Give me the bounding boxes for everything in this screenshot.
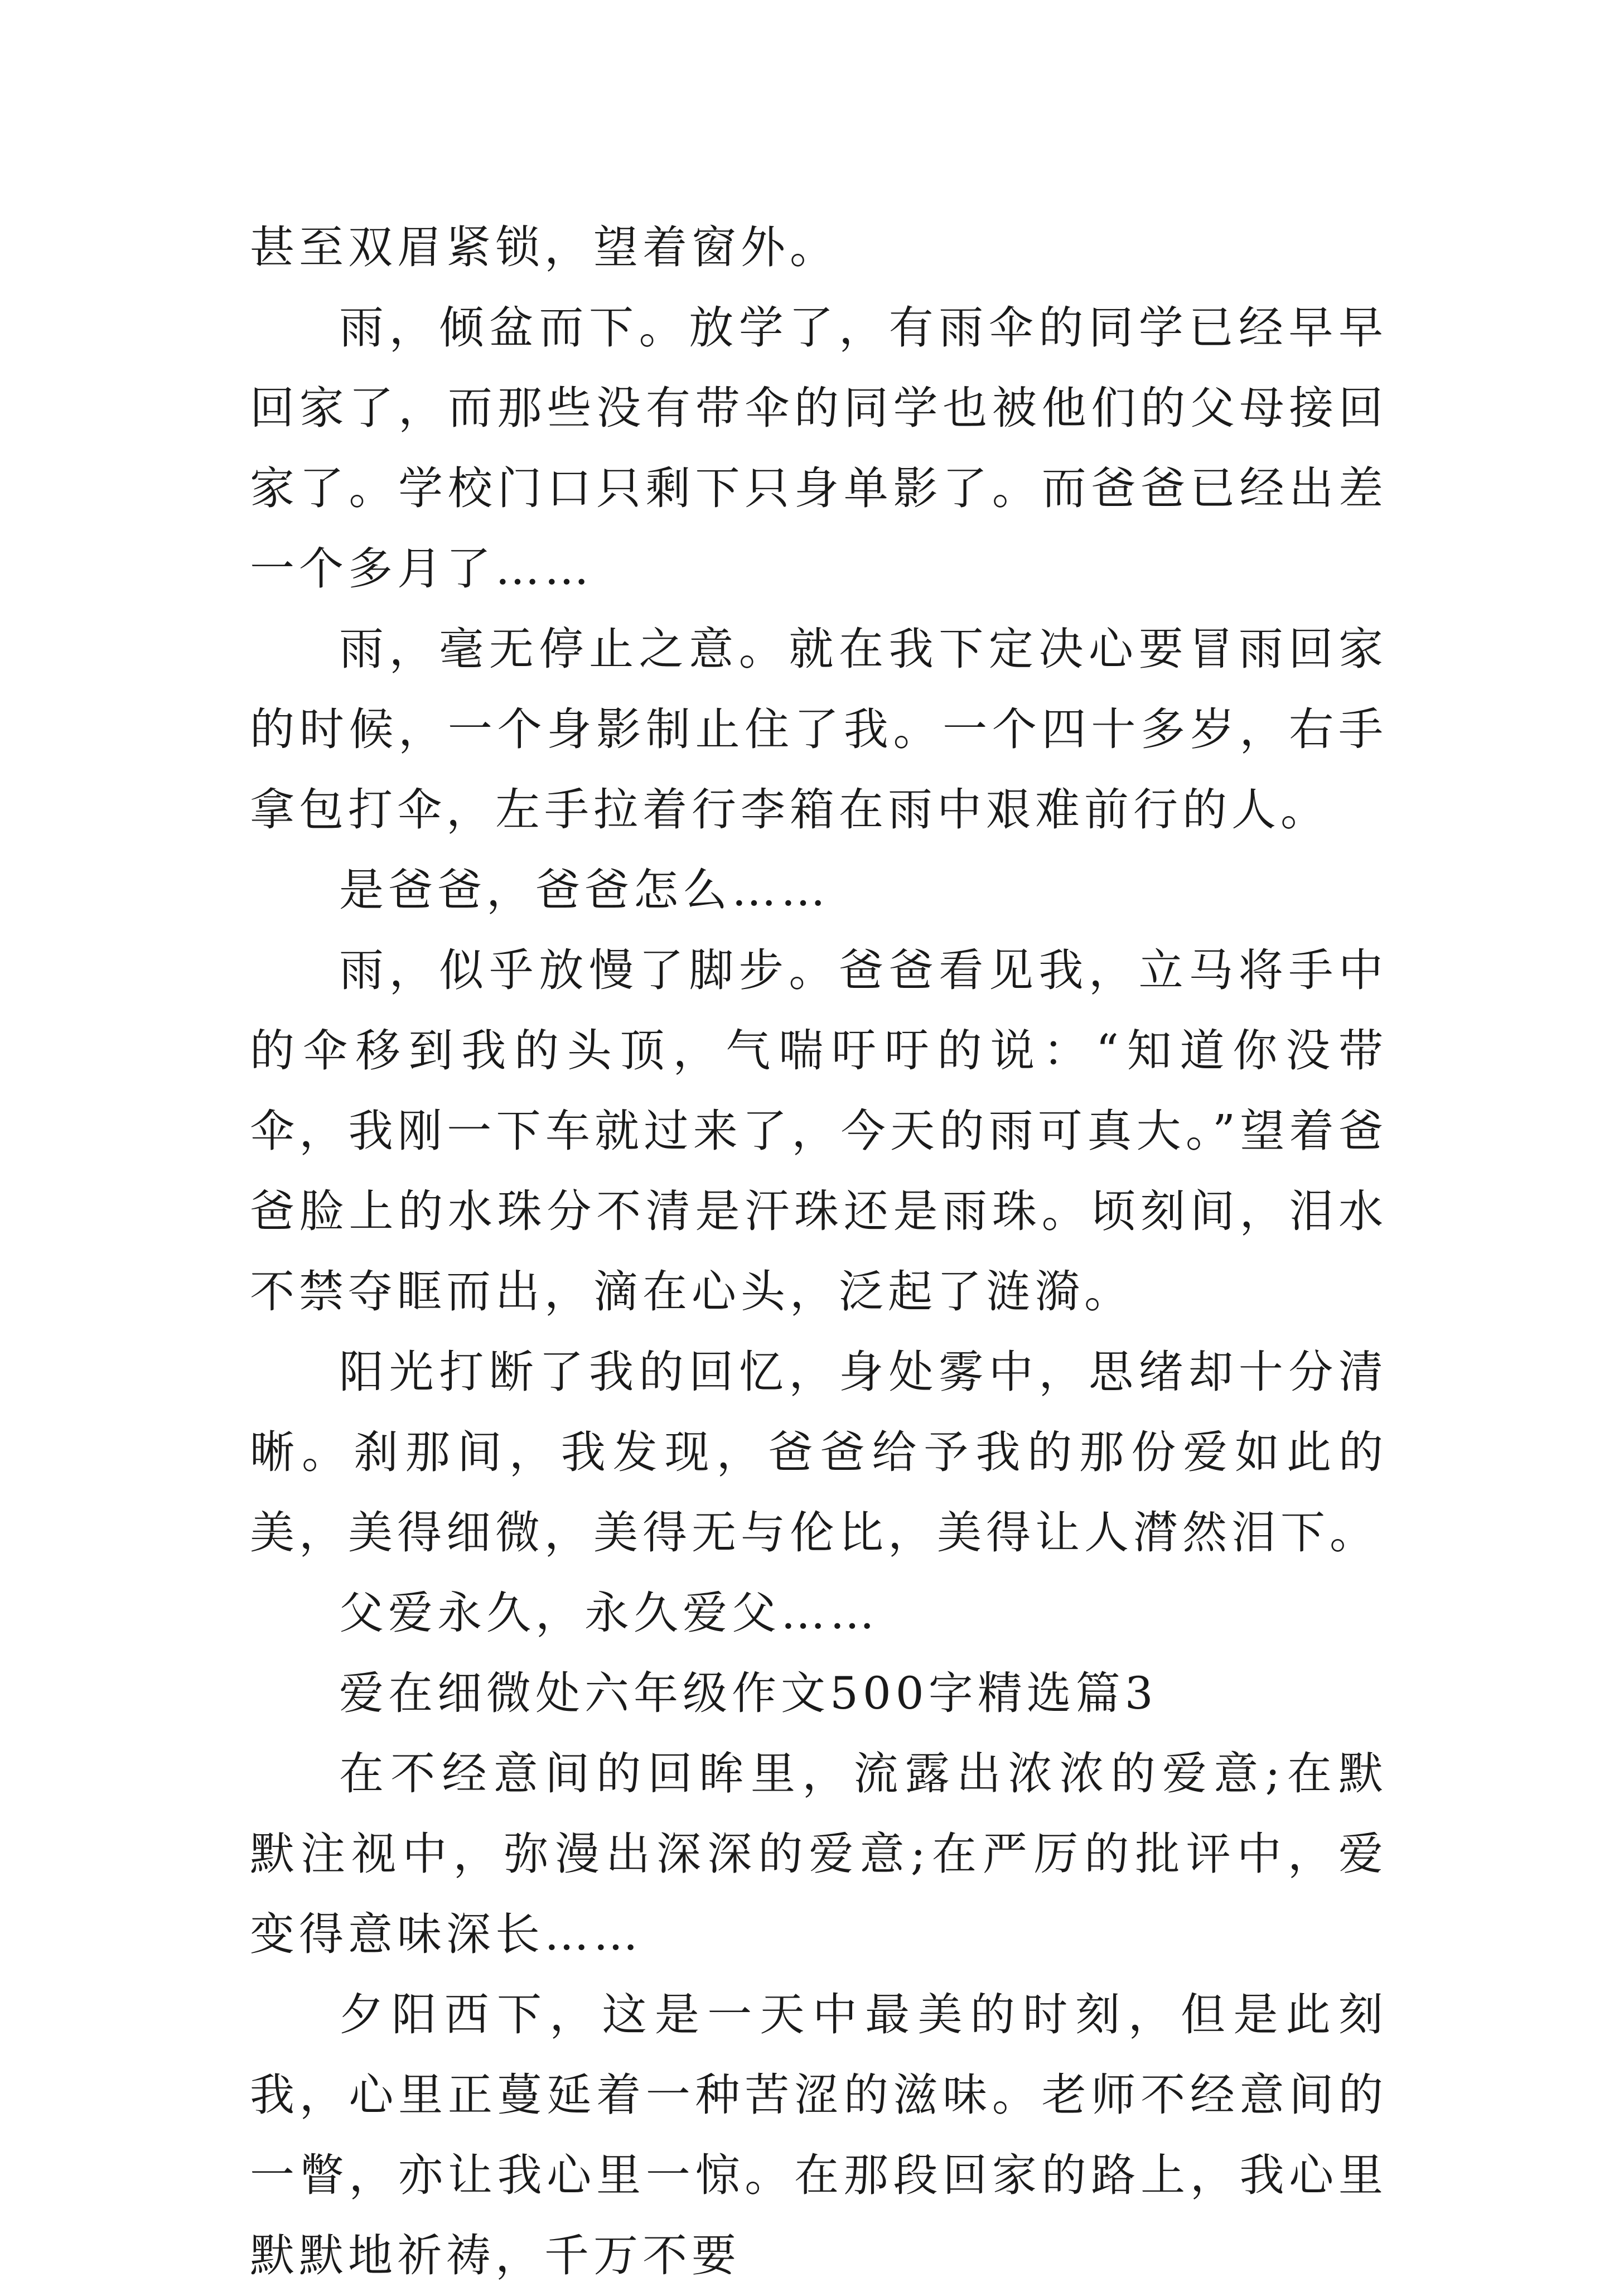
paragraph: 在不经意间的回眸里，流露出浓浓的爱意;在默默注视中，弥漫出深深的爱意;在严厉的批评中，爱变得意味深长…… [250, 1748, 1388, 1960]
paragraph: 是爸爸，爸爸怎么…… [339, 864, 830, 916]
paragraph: 父爱永久，永久爱父…… [339, 1587, 879, 1639]
paragraph: 雨，似乎放慢了脚步。爸爸看见我，立马将手中的伞移到我的头顶，气喘吁吁的说：“知道你没带伞，我刚一下车就过来了，今天的雨可真大。”望着爸爸脸上的水珠分不清是汗珠还是雨珠。顷刻间，泪水不禁夺眶而出，滴在心头，泛起了涟漪。 [250, 944, 1388, 1318]
paragraph: 雨，毫无停止之意。就在我下定决心要冒雨回家的时候，一个身影制止住了我。一个四十多岁，右手拿包打伞，左手拉着行李箱在雨中艰难前行的人。 [250, 623, 1388, 836]
section-heading: 爱在细微处六年级作文500字精选篇3 [339, 1667, 1158, 1719]
paragraph: 阳光打断了我的回忆，身处雾中，思绪却十分清晰。刹那间，我发现，爸爸给予我的那份爱如此的美，美得细微，美得无与伦比，美得让人潸然泪下。 [250, 1346, 1388, 1559]
paragraph: 雨，倾盆而下。放学了，有雨伞的同学已经早早回家了，而那些没有带伞的同学也被他们的父母接回家了。学校门口只剩下只身单影了。而爸爸已经出差一个多月了…… [250, 302, 1388, 595]
paragraph: 夕阳西下，这是一天中最美的时刻，但是此刻我，心里正蔓延着一种苦涩的滋味。老师不经意间的一瞥，亦让我心里一惊。在那段回家的路上，我心里默默地祈祷，千万不要 [250, 1989, 1388, 2281]
paragraph-continuation: 甚至双眉紧锁，望着窗外。 [250, 221, 839, 273]
document-body [250, 208, 1388, 2296]
